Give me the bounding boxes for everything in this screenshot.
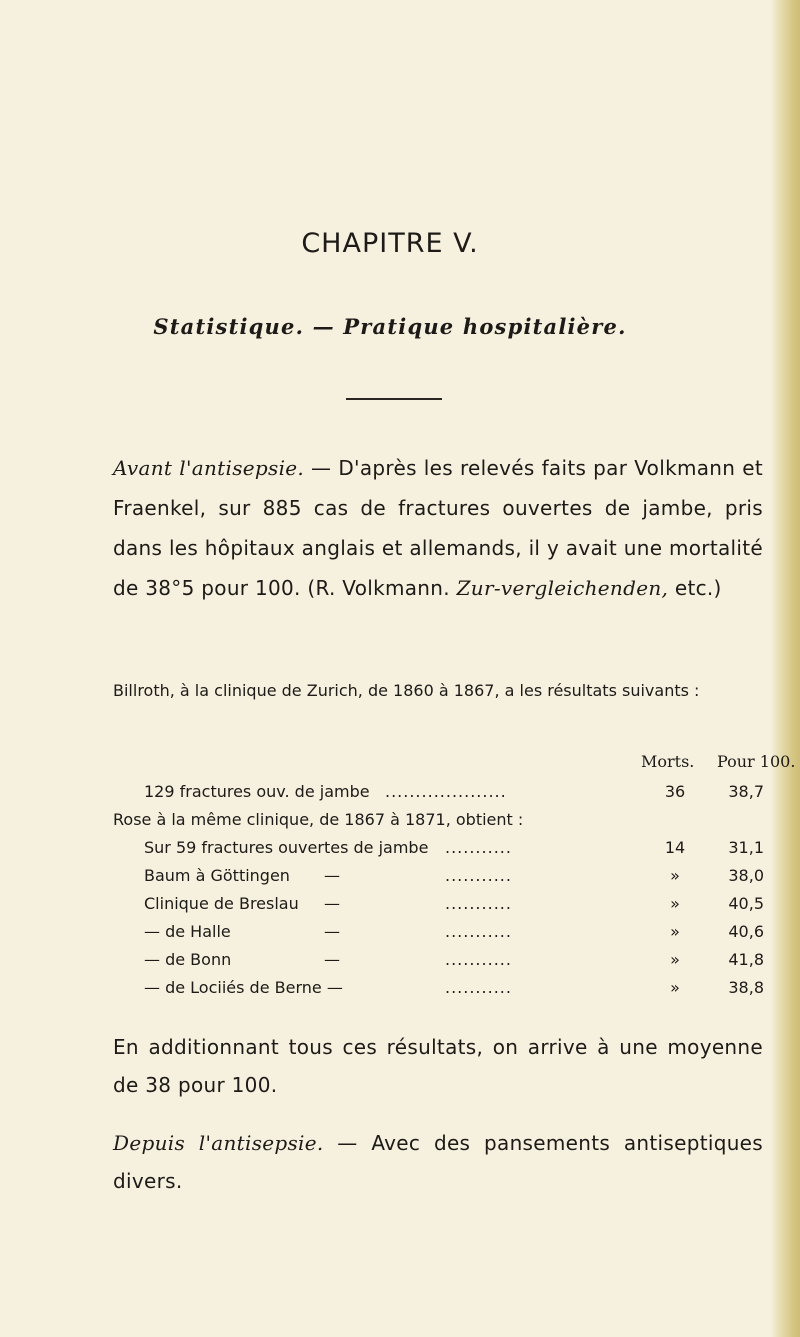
row-morts: » bbox=[670, 950, 680, 969]
paragraph-avant bbox=[113, 448, 763, 608]
column-header-pour-100: Pour 100. bbox=[717, 752, 796, 771]
row-leader-dots: .................... bbox=[385, 782, 507, 801]
row-morts: » bbox=[670, 866, 680, 885]
row-pour-100: 31,1 bbox=[728, 838, 764, 857]
row-leader-dots: ........... bbox=[445, 838, 512, 857]
table-row bbox=[0, 838, 800, 862]
row-morts: 14 bbox=[664, 838, 686, 857]
avant-label: Avant l'antisepsie. bbox=[113, 456, 305, 480]
depuis-text: — Avec des pansements antiseptiques divers. bbox=[113, 1131, 763, 1193]
paragraph-depuis bbox=[113, 1124, 763, 1200]
avant-text-a: — D'après les relevés faits par Volkmann et Fraenkel, sur 885 cas de fractures ouvertes de jambe, pris dans les hôpitaux anglais et allemands, il y avait une mortalité de 38°5 pour 100. (R. Volkmann. bbox=[113, 456, 763, 600]
row-pour-100: 40,5 bbox=[728, 894, 764, 913]
row-ditto-dash: — bbox=[324, 866, 340, 885]
paragraph-conclusion: En additionnant tous ces résultats, on arrive à une moyenne de 38 pour 100. bbox=[113, 1035, 763, 1097]
table-row bbox=[0, 978, 800, 1002]
row-ditto-dash: — bbox=[324, 950, 340, 969]
row-pour-100: 40,6 bbox=[728, 922, 764, 941]
table-row bbox=[0, 894, 800, 918]
chapter-title: CHAPITRE V. bbox=[301, 228, 479, 259]
row-morts: » bbox=[670, 978, 680, 997]
row-pour-100: 38,8 bbox=[728, 978, 764, 997]
row-label: — de Lociiés de Berne — bbox=[144, 978, 343, 997]
row-leader-dots: ........... bbox=[445, 922, 512, 941]
section-subtitle: Statistique. — Pratique hospitalière. bbox=[153, 314, 627, 339]
row-leader-dots: ........... bbox=[445, 950, 512, 969]
row-label: — de Halle bbox=[144, 922, 231, 941]
row-morts: » bbox=[670, 894, 680, 913]
table-row bbox=[0, 922, 800, 946]
table-row bbox=[0, 866, 800, 890]
rose-note: Rose à la même clinique, de 1867 à 1871, obtient : bbox=[113, 810, 524, 829]
row-ditto-dash: — bbox=[324, 922, 340, 941]
row-morts: 36 bbox=[664, 782, 686, 801]
column-header-morts: Morts. bbox=[641, 752, 695, 771]
row-morts: » bbox=[670, 922, 680, 941]
row-pour-100: 38,0 bbox=[728, 866, 764, 885]
row-label: 129 fractures ouv. de jambe bbox=[144, 782, 370, 801]
title-divider bbox=[346, 398, 442, 400]
row-ditto-dash: — bbox=[324, 894, 340, 913]
row-leader-dots: ........... bbox=[445, 978, 512, 997]
avant-text-b: etc.) bbox=[668, 576, 722, 600]
row-label: Baum à Göttingen bbox=[144, 866, 290, 885]
page-edge-shadow bbox=[770, 0, 800, 1337]
row-pour-100: 38,7 bbox=[728, 782, 764, 801]
row-label: — de Bonn bbox=[144, 950, 232, 969]
depuis-label: Depuis l'antisepsie. bbox=[113, 1131, 324, 1155]
table-row bbox=[0, 782, 800, 806]
paragraph-billroth: Billroth, à la clinique de Zurich, de 1860 à 1867, a les résultats suivants : bbox=[113, 681, 700, 700]
row-label: Clinique de Breslau bbox=[144, 894, 299, 913]
row-pour-100: 41,8 bbox=[728, 950, 764, 969]
avant-ref-title: Zur-vergleichenden, bbox=[456, 576, 669, 600]
row-leader-dots: ........... bbox=[445, 894, 512, 913]
table-row bbox=[0, 950, 800, 974]
row-leader-dots: ........... bbox=[445, 866, 512, 885]
row-label: Sur 59 fractures ouvertes de jambe bbox=[144, 838, 429, 857]
